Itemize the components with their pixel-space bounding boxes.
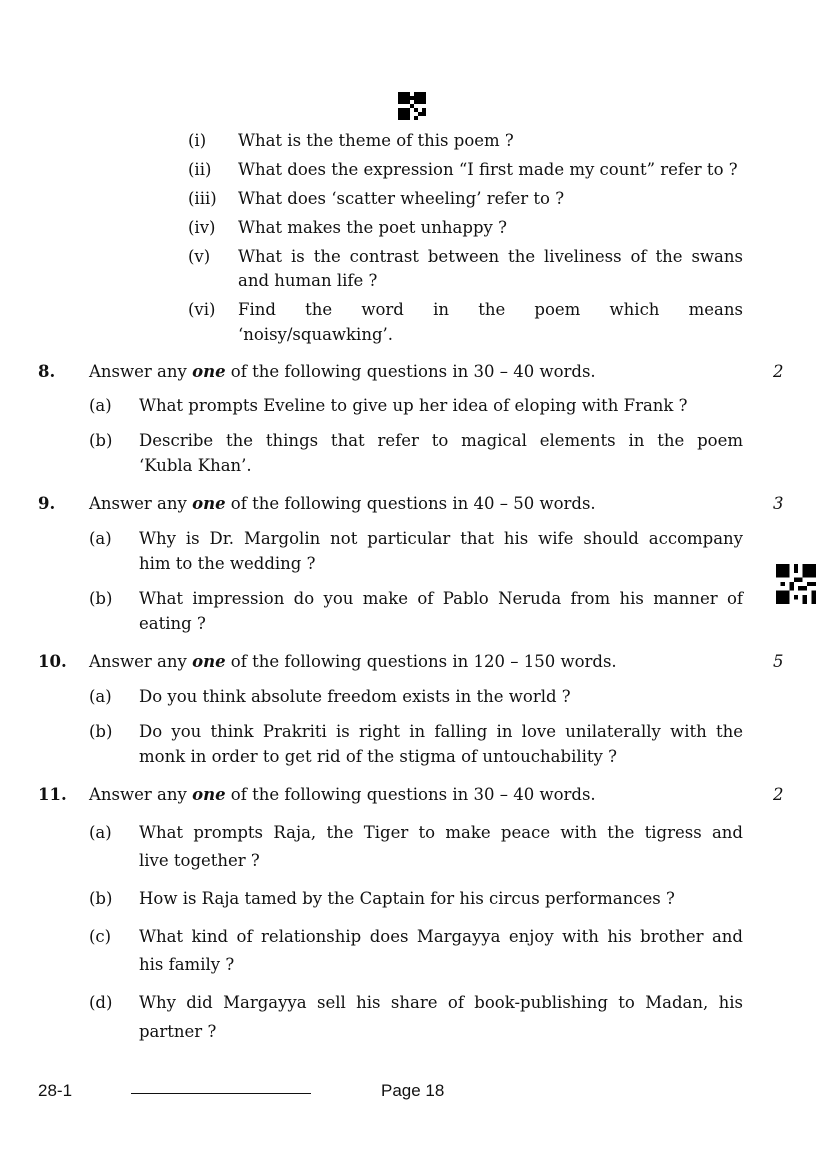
option-label: (a) — [89, 396, 112, 415]
question-instruction: Answer any one of the following questions in 40 – 50 words. — [89, 494, 596, 513]
option-label: (a) — [89, 529, 112, 548]
part-label: (iv) — [188, 218, 216, 237]
option-label: (b) — [89, 431, 113, 450]
question-number: 11. — [38, 785, 67, 804]
option-label: (b) — [89, 589, 113, 608]
question-number: 9. — [38, 494, 56, 513]
option-text: Do you think absolute freedom exists in the world ? — [139, 687, 571, 706]
question-instruction: Answer any one of the following questions in 120 – 150 words. — [89, 652, 617, 671]
option-text-line1: Describe the things that refer to magical elements in the poem — [139, 431, 743, 450]
question-marks: 2 — [773, 362, 784, 381]
part-label: (iii) — [188, 189, 217, 208]
question-number: 8. — [38, 362, 56, 381]
question-marks: 3 — [773, 494, 784, 513]
question-marks: 2 — [773, 785, 784, 804]
footer-divider — [131, 1093, 311, 1094]
question-marks: 5 — [773, 652, 784, 671]
part-label: (v) — [188, 247, 211, 266]
page-number: Page 18 — [381, 1081, 445, 1100]
part-label: (ii) — [188, 160, 212, 179]
option-text-line1: Do you think Prakriti is right in falling in love unilaterally with the — [139, 722, 743, 741]
qr-code-icon — [398, 92, 426, 120]
part-label: (i) — [188, 131, 207, 150]
option-text-line1: Why did Margayya sell his share of book-publishing to Madan, his — [139, 993, 743, 1012]
option-label: (a) — [89, 823, 112, 842]
option-label: (a) — [89, 687, 112, 706]
part-text: What makes the poet unhappy ? — [238, 218, 507, 237]
option-text-line2: him to the wedding ? — [139, 554, 316, 573]
part-label: (vi) — [188, 300, 216, 319]
part-text-line2: and human life ? — [238, 271, 378, 290]
option-label: (d) — [89, 993, 113, 1012]
part-text: What does the expression “I first made my count” refer to ? — [238, 160, 738, 179]
qr-code-icon — [776, 564, 816, 604]
option-text: How is Raja tamed by the Captain for his circus performances ? — [139, 889, 675, 908]
part-text-line1: What is the contrast between the liveliness of the swans — [238, 247, 743, 266]
option-text-line2: eating ? — [139, 614, 206, 633]
option-text-line1: What kind of relationship does Margayya enjoy with his brother and — [139, 927, 743, 946]
question-instruction: Answer any one of the following questions in 30 – 40 words. — [89, 785, 596, 804]
question-number: 10. — [38, 652, 67, 671]
part-text: What does ‘scatter wheeling’ refer to ? — [238, 189, 565, 208]
option-text-line2: live together ? — [139, 851, 260, 870]
option-text-line2: partner ? — [139, 1022, 217, 1041]
option-label: (b) — [89, 889, 113, 908]
option-text: What prompts Eveline to give up her idea of eloping with Frank ? — [139, 396, 688, 415]
option-text-line1: Why is Dr. Margolin not particular that his wife should accompany — [139, 529, 743, 548]
option-text-line2: his family ? — [139, 955, 235, 974]
question-instruction: Answer any one of the following questions in 30 – 40 words. — [89, 362, 596, 381]
option-label: (b) — [89, 722, 113, 741]
part-text-line1: Find the word in the poem which means — [238, 300, 743, 319]
option-label: (c) — [89, 927, 112, 946]
paper-code: 28-1 — [38, 1081, 73, 1100]
part-text: What is the theme of this poem ? — [238, 131, 514, 150]
option-text-line2: ‘Kubla Khan’. — [139, 456, 252, 475]
part-text-line2: ‘noisy/squawking’. — [238, 325, 394, 344]
option-text-line1: What prompts Raja, the Tiger to make peace with the tigress and — [139, 823, 743, 842]
option-text-line1: What impression do you make of Pablo Neruda from his manner of — [139, 589, 743, 608]
option-text-line2: monk in order to get rid of the stigma of untouchability ? — [139, 747, 617, 766]
